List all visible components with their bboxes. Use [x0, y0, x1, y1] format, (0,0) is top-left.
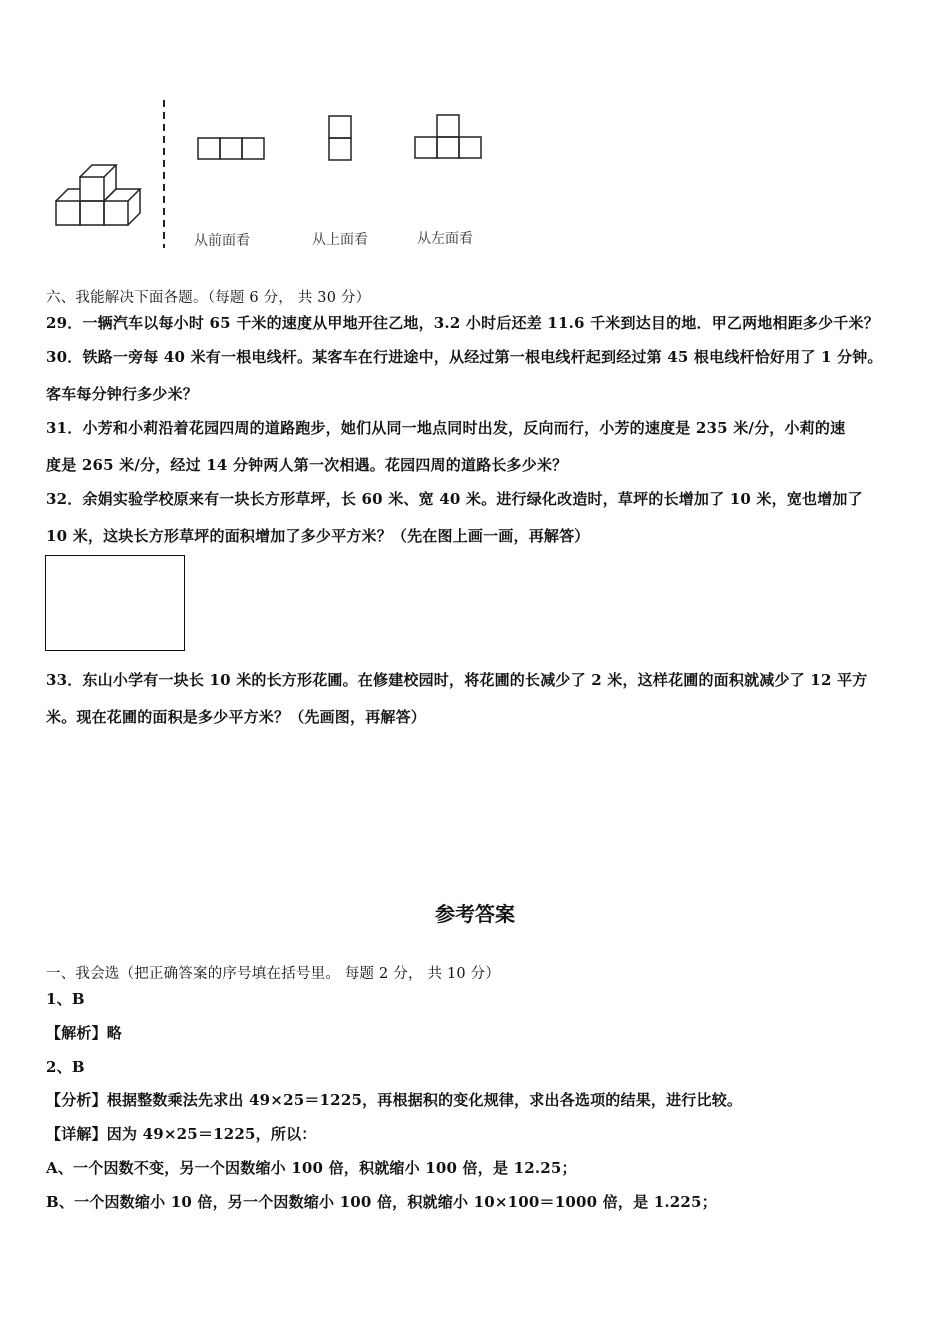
answer-2-detail: 【详解】因为 49×25＝1225，所以： — [46, 1125, 317, 1143]
front-view-figure — [196, 136, 266, 162]
top-view-caption: 从上面看 — [312, 232, 368, 248]
question-32-line-1: 32．余娟实验学校原来有一块长方形草坪，长 60 米、宽 40 米。进行绿化改造时，草坪的长增加了 10 米，宽也增加了 — [46, 490, 863, 508]
answer-2: 2、B — [46, 1058, 85, 1076]
dashed-divider — [160, 100, 168, 250]
answers-section-1-heading: 一、我会选（把正确答案的序号填在括号里。 每题 2 分， 共 10 分） — [46, 966, 501, 982]
left-view-figure — [413, 113, 483, 161]
answer-2-analysis: 【分析】根据整数乘法先求出 49×25＝1225，再根据积的变化规律，求出各选项的结果，进行比较。 — [46, 1091, 743, 1109]
question-30-line-2: 客车每分钟行多少米？ — [46, 385, 199, 403]
answer-2-option-a: A、一个因数不变，另一个因数缩小 100 倍，积就缩小 100 倍，是 12.25； — [46, 1159, 577, 1177]
cube-stack-figure — [50, 155, 150, 235]
question-32-line-2: 10 米，这块长方形草坪的面积增加了多少平方米？（先在图上画一画，再解答） — [46, 527, 590, 545]
top-view-figure — [327, 114, 355, 162]
lawn-rectangle-figure — [45, 555, 185, 651]
front-view-caption: 从前面看 — [194, 233, 250, 249]
question-30-line-1: 30．铁路一旁每 40 米有一根电线杆。某客车在行进途中，从经过第一根电线杆起到经过第 45 根电线杆恰好用了 1 分钟。 — [46, 348, 883, 366]
question-33-line-2: 米。现在花圃的面积是多少平方米？（先画图，再解答） — [46, 708, 427, 726]
answer-1-analysis: 【解析】略 — [46, 1024, 123, 1042]
question-29: 29．一辆汽车以每小时 65 千米的速度从甲地开往乙地，3.2 小时后还差 11.6 千米到达目的地．甲乙两地相距多少千米？ — [46, 314, 879, 332]
answer-1: 1、B — [46, 990, 85, 1008]
answers-title: 参考答案 — [435, 902, 515, 926]
question-31-line-2: 度是 265 米/分，经过 14 分钟两人第一次相遇。花园四周的道路长多少米？ — [46, 456, 568, 474]
section-6-heading: 六、我能解决下面各题。（每题 6 分， 共 30 分） — [46, 290, 371, 306]
answer-2-option-b: B、一个因数缩小 10 倍，另一个因数缩小 100 倍，积就缩小 10×100＝1000 倍，是 1.225； — [46, 1193, 717, 1211]
left-view-caption: 从左面看 — [417, 231, 473, 247]
question-33-line-1: 33．东山小学有一块长 10 米的长方形花圃。在修建校园时，将花圃的长减少了 2 米，这样花圃的面积就减少了 12 平方 — [46, 671, 868, 689]
question-31-line-1: 31．小芳和小莉沿着花园四周的道路跑步，她们从同一地点同时出发，反向而行，小芳的速度是 235 米/分，小莉的速 — [46, 419, 846, 437]
